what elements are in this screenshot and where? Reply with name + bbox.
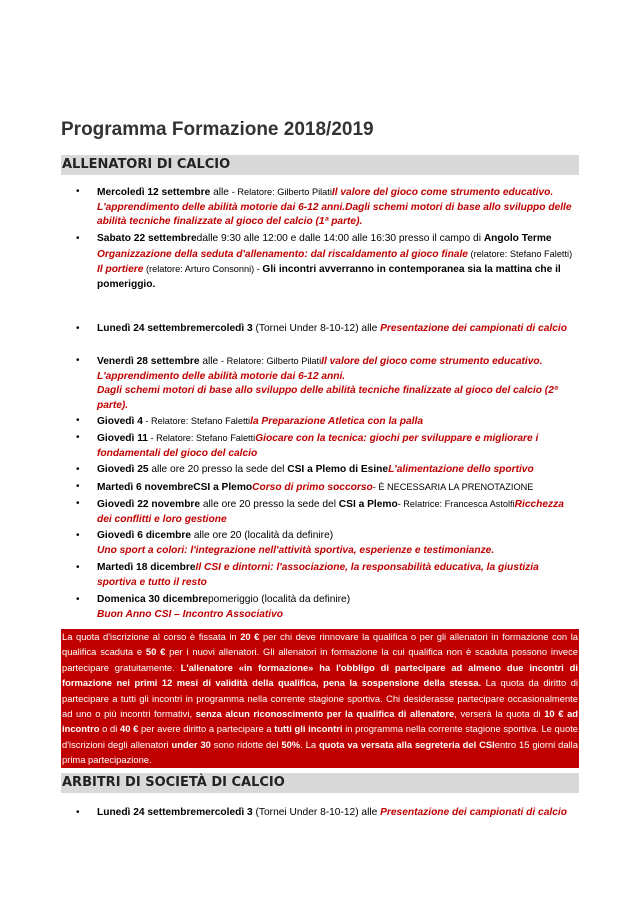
bullet-icon: •	[76, 562, 80, 573]
bullet-icon: •	[76, 432, 80, 443]
bullet-icon: •	[76, 481, 80, 492]
bullet-icon: •	[76, 233, 80, 244]
bullet-icon: •	[76, 464, 80, 475]
bullet-icon: •	[76, 415, 80, 426]
bullet-icon: •	[76, 807, 80, 818]
list-item: • Martedì 18 dicembreIl CSI e dintorni: l'associazione, la responsabilità educativa, la giustizia sportiva e tutto il resto	[76, 562, 539, 588]
list-item: • Giovedì 4 - Relatore: Stefano Falettila Preparazione Atletica con la palla	[76, 415, 423, 427]
list-item: • Lunedì 24 settembremercoledì 3 (Tornei Under 8-10-12) alle Presentazione dei campionati di calcio	[61, 322, 579, 352]
list-item: • Venerdì 28 settembre alle - Relatore: Gilberto PilatiIl valore del gioco come strumento educativo. L'apprendimento delle abilità motorie dai 6-12 anni. Dagli schemi motori di base allo sviluppo delle abilità tecniche finalizzate al gioco del calcio (2ª parte).	[76, 355, 558, 411]
page-title: Programma Formazione 2018/2019	[61, 119, 374, 140]
bullet-icon: •	[76, 498, 80, 509]
bullet-icon: •	[76, 530, 80, 541]
list-item: • Sabato 22 settembredalle 9:30 alle 12:00 e dalle 14:00 alle 16:30 presso il campo di Angolo Terme Organizzazione della seduta d'allenamento: dal riscaldamento al gioco finale (relatore: Stefano Faletti) Il portiere (relatore: Arturo Consonni) - Gli incontri avverranno in contemporanea sia la mattina che il pomeriggio.	[76, 233, 573, 290]
list-item: • Lunedì 24 settembremercoledì 3 (Tornei Under 8-10-12) alle Presentazione dei campionati di calcio	[61, 806, 579, 821]
section-header-arbitri: ARBITRI DI SOCIETÀ DI CALCIO	[61, 773, 579, 793]
fee-notice: La quota d'iscrizione al corso è fissata in 20 € per chi deve rinnovare la qualifica o per gli allenatori in formazione con la qualifica scaduta e 50 € per i nuovi allenatori. Gli allenatori in formazione la cui qualifica non è scaduta possono invece partecipare gratuitamente. L'allenatore «in formazione» ha l'obbligo di partecipare ad almeno due incontri di formazione nei primi 12 mesi di validità della qualifica, pena la sospensione della stessa. La quota da diritto di partecipare a tutti gli incontri in programma nella corrente stagione sportiva. Chi desiderasse partecipare occasionalmente ad uno o più incontri formativi, senza alcun riconoscimento per la qualifica di allenatore, verserà la quota di 10 € ad incontro o di 40 € per avere diritto a partecipare a tutti gli incontri in programma nella corrente stagione sportiva. Le quote d'iscrizioni degli allenatori under 30 sono ridotte del 50%. La quota va versata alla segreteria del CSIentro 15 giorni dalla prima partecipazione.	[61, 629, 579, 768]
list-item: • Giovedì 11 - Relatore: Stefano FalettiGiocare con la tecnica: giochi per sviluppare e migliorare i fondamentali del gioco del calcio	[76, 432, 539, 459]
list-item: • Martedì 6 novembreCSI a PlemoCorso di primo soccorso- È NECESSARIA LA PRENOTAZIONE	[76, 481, 534, 493]
bullet-icon: •	[76, 355, 80, 366]
arbitri-list	[61, 806, 579, 823]
list-item: • Mercoledì 12 settembre alle - Relatore: Gilberto PilatiIl valore del gioco come strumento educativo. L'apprendimento delle abilità motorie dai 6-12 anni.Dagli schemi motori di base allo sviluppo delle abilità tecniche finalizzate al gioco del calcio (1ª parte).	[76, 186, 572, 228]
list-item: • Domenica 30 dicembrepomeriggio (località da definire) Buon Anno CSI – Incontro Associativo	[76, 594, 351, 620]
bullet-icon: •	[76, 323, 80, 334]
allenatori-list	[61, 185, 579, 625]
list-item: • Giovedì 22 novembre alle ore 20 presso la sede del CSI a Plemo- Relatrice: Francesca AstolfiRicchezza dei conflitti e loro gestione	[76, 498, 564, 525]
bullet-icon: •	[76, 186, 80, 197]
list-item: • Giovedì 6 dicembre alle ore 20 (località da definire) Uno sport a colori: l'integrazione nell'attività sportiva, esperienze e testimonianze.	[76, 530, 495, 556]
list-item: • Giovedì 25 alle ore 20 presso la sede del CSI a Plemo di EsineL'alimentazione dello sportivo	[61, 463, 579, 478]
bullet-icon: •	[76, 594, 80, 605]
section-header-allenatori: ALLENATORI DI CALCIO	[61, 155, 579, 175]
